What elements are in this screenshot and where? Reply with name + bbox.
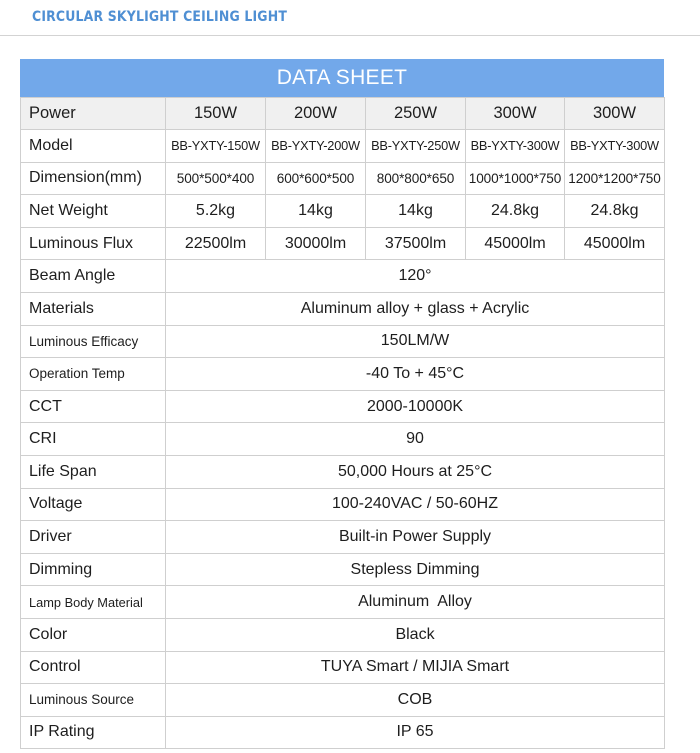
table-cell: 1200*1200*750 bbox=[565, 162, 665, 195]
table-row bbox=[21, 130, 665, 163]
row-label: Luminous Source bbox=[21, 684, 166, 717]
table-cell: 150LM/W bbox=[166, 325, 665, 358]
header-cell: 150W bbox=[166, 98, 266, 130]
data-sheet bbox=[20, 59, 664, 749]
row-label: Luminous Flux bbox=[21, 227, 166, 260]
row-label: Dimension(mm) bbox=[21, 162, 166, 195]
table-cell: TUYA Smart / MIJIA Smart bbox=[166, 651, 665, 684]
table-row bbox=[21, 325, 665, 358]
title-divider bbox=[0, 35, 700, 36]
table-row bbox=[21, 684, 665, 717]
table-cell: BB-YXTY-300W bbox=[565, 130, 665, 163]
table-row bbox=[21, 292, 665, 325]
table-cell: Stepless Dimming bbox=[166, 553, 665, 586]
data-sheet-banner: DATA SHEET bbox=[20, 59, 664, 97]
row-label: Luminous Efficacy bbox=[21, 325, 166, 358]
table-header-row bbox=[21, 98, 665, 130]
table-row bbox=[21, 651, 665, 684]
spec-table bbox=[20, 97, 665, 749]
row-label: Materials bbox=[21, 292, 166, 325]
table-cell: BB-YXTY-300W bbox=[466, 130, 565, 163]
table-row bbox=[21, 488, 665, 521]
table-cell: 45000lm bbox=[565, 227, 665, 260]
page-title: CIRCULAR SKYLIGHT CEILING LIGHT bbox=[32, 9, 288, 25]
table-cell: 90 bbox=[166, 423, 665, 456]
header-cell: 300W bbox=[466, 98, 565, 130]
table-cell: BB-YXTY-200W bbox=[266, 130, 366, 163]
table-cell: 45000lm bbox=[466, 227, 565, 260]
table-cell: BB-YXTY-150W bbox=[166, 130, 266, 163]
table-cell: 37500lm bbox=[366, 227, 466, 260]
row-label: CRI bbox=[21, 423, 166, 456]
row-label: Net Weight bbox=[21, 195, 166, 228]
table-cell: 800*800*650 bbox=[366, 162, 466, 195]
table-row bbox=[21, 521, 665, 554]
row-label: CCT bbox=[21, 390, 166, 423]
header-label: Power bbox=[21, 98, 166, 130]
row-label: Model bbox=[21, 130, 166, 163]
table-row bbox=[21, 455, 665, 488]
table-cell: Aluminum Alloy bbox=[166, 586, 665, 619]
table-cell: 14kg bbox=[366, 195, 466, 228]
row-label: Control bbox=[21, 651, 166, 684]
row-label: Voltage bbox=[21, 488, 166, 521]
header-cell: 200W bbox=[266, 98, 366, 130]
header-cell: 250W bbox=[366, 98, 466, 130]
table-row bbox=[21, 586, 665, 619]
table-row bbox=[21, 260, 665, 293]
table-cell: IP 65 bbox=[166, 716, 665, 749]
row-label: Color bbox=[21, 618, 166, 651]
table-cell: BB-YXTY-250W bbox=[366, 130, 466, 163]
row-label: IP Rating bbox=[21, 716, 166, 749]
table-row bbox=[21, 553, 665, 586]
table-row bbox=[21, 227, 665, 260]
table-cell: 500*500*400 bbox=[166, 162, 266, 195]
row-label: Dimming bbox=[21, 553, 166, 586]
table-cell: 24.8kg bbox=[565, 195, 665, 228]
header-cell: 300W bbox=[565, 98, 665, 130]
table-cell: 1000*1000*750 bbox=[466, 162, 565, 195]
table-cell: 2000-10000K bbox=[166, 390, 665, 423]
row-label: Life Span bbox=[21, 455, 166, 488]
table-row bbox=[21, 358, 665, 391]
table-cell: -40 To + 45°C bbox=[166, 358, 665, 391]
row-label: Driver bbox=[21, 521, 166, 554]
table-row bbox=[21, 195, 665, 228]
table-cell: 100-240VAC / 50-60HZ bbox=[166, 488, 665, 521]
table-cell: Aluminum alloy + glass + Acrylic bbox=[166, 292, 665, 325]
table-cell: 22500lm bbox=[166, 227, 266, 260]
table-row bbox=[21, 162, 665, 195]
table-cell: 5.2kg bbox=[166, 195, 266, 228]
table-cell: 600*600*500 bbox=[266, 162, 366, 195]
table-cell: 14kg bbox=[266, 195, 366, 228]
table-cell: 120° bbox=[166, 260, 665, 293]
row-label: Operation Temp bbox=[21, 358, 166, 391]
table-cell: Built-in Power Supply bbox=[166, 521, 665, 554]
table-row bbox=[21, 618, 665, 651]
row-label: Beam Angle bbox=[21, 260, 166, 293]
table-row bbox=[21, 716, 665, 749]
table-cell: 30000lm bbox=[266, 227, 366, 260]
table-row bbox=[21, 390, 665, 423]
table-cell: 24.8kg bbox=[466, 195, 565, 228]
table-cell: Black bbox=[166, 618, 665, 651]
table-cell: COB bbox=[166, 684, 665, 717]
row-label: Lamp Body Material bbox=[21, 586, 166, 619]
table-cell: 50,000 Hours at 25°C bbox=[166, 455, 665, 488]
table-row bbox=[21, 423, 665, 456]
